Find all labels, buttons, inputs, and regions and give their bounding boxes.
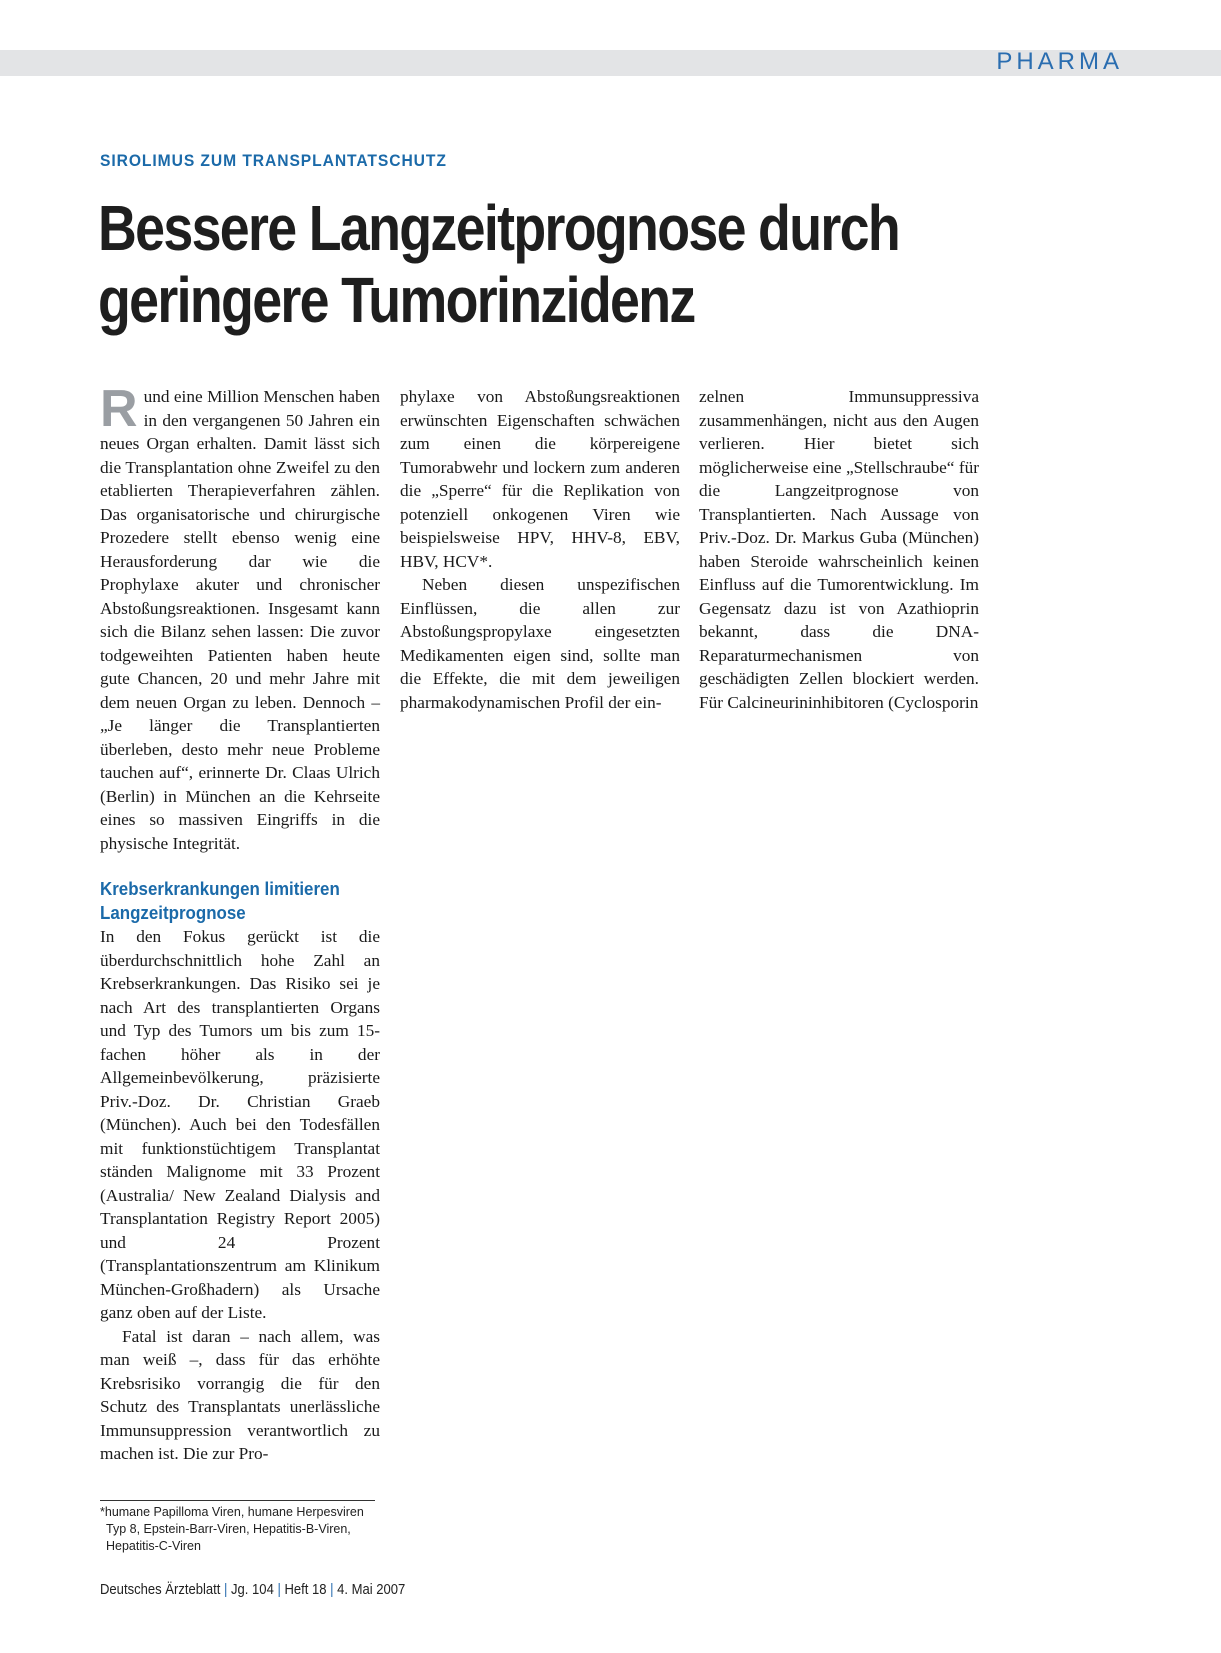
footer-journal: Deutsches Ärzteblatt — [100, 1582, 221, 1598]
paragraph-intro-text: und eine Million Menschen haben in den vergangenen 50 Jahren ein neues Organ erhalten. Damit lässt sich die Transplantation ohne Zweifel zu den etablierten Therapieverfahren zählen. Das organisatorische und chirurgische Prozedere stellt ebenso wenig eine Herausforderung dar wie die Prophylaxe akuter und chronischer Abstoßungsreaktionen. Insgesamt kann sich die Bilanz sehen lassen: Die zuvor todgeweihten Patienten haben heute gute Chancen, 20 und mehr Jahre mit dem neuen Organ zu leben. Dennoch – „Je länger die Transplantierten überleben, desto mehr neue Probleme tauchen auf“, erinnerte Dr. Claas Ulrich (Berlin) in München an die Kehrseite eines so massiven Eingriffs in die physische Integrität. — [100, 387, 380, 853]
footnote-line-2: Typ 8, Epstein-Barr-Viren, Hepatitis-B-Viren, Hepatitis-C-Viren — [106, 1522, 351, 1553]
footnote-line-1: *humane Papilloma Viren, humane Herpesviren — [100, 1505, 364, 1519]
paragraph-4-cont: zelnen Immunsuppressiva zusammenhängen, nicht aus den Augen verlieren. Hier bietet sich möglicherweise eine „Stellschraube“ für die Langzeitprognose von Transplantierten. Nach Aussage von Priv.-Doz. Dr. Markus Guba (München) haben Steroide wahrscheinlich keinen Einfluss auf die Tumorentwicklung. Im Gegensatz dazu ist von Azathioprin bekannt, dass die DNA-Reparaturmechanismen von geschädigten Zellen blockiert werden. Für Calcineurininhibitoren (Cyclosporin — [699, 387, 979, 712]
subheading: Krebserkrankungen limitieren Langzeitprognose — [100, 879, 340, 923]
article-kicker: SIROLIMUS ZUM TRANSPLANTATSCHUTZ — [100, 151, 447, 170]
footnote — [100, 1504, 375, 1555]
page-footer — [100, 1582, 405, 1598]
drop-cap: R — [100, 380, 138, 438]
footer-issue: Heft 18 — [284, 1582, 327, 1598]
headline-line-2: geringere Tumorinzidenz — [98, 264, 695, 336]
footer-volume: Jg. 104 — [231, 1582, 274, 1598]
paragraph-3-cont: phylaxe von Abstoßungsreaktionen erwünschten Eigenschaften schwächen zum einen die körpereigene Tumorabwehr und lockern zum anderen die „Sperre“ für die Replikation von potenziell onkogenen Viren wie beispielsweise HPV, HHV-8, EBV, HBV, HCV*. — [400, 387, 680, 571]
paragraph-3: Fatal ist daran – nach allem, was man weiß –, dass für das erhöhte Krebsrisiko vorrangig die für den Schutz des Transplantats unerlässliche Immunsuppression verantwortlich zu machen ist. Die zur Pro- — [100, 1326, 380, 1463]
footer-separator: | — [277, 1582, 281, 1598]
headline-line-1: Bessere Langzeitprognose durch — [98, 192, 899, 264]
text-column-1 — [100, 380, 380, 1466]
footer-separator: | — [224, 1582, 228, 1598]
paragraph-4: Neben diesen unspezifischen Einflüssen, die allen zur Abstoßungspropylaxe eingesetzten Medikamenten eigen sind, sollte man die Effekte, die mit dem jeweiligen pharmakodynamischen Profil der ein- — [400, 575, 680, 712]
paragraph-intro — [100, 380, 380, 855]
text-column-3 — [699, 385, 979, 714]
text-column-2 — [400, 385, 680, 714]
footer-date: 4. Mai 2007 — [337, 1582, 406, 1598]
footnote-rule — [100, 1500, 375, 1501]
article-headline — [98, 192, 899, 336]
section-label: PHARMA — [996, 48, 1123, 75]
footer-separator: | — [330, 1582, 334, 1598]
paragraph-2: In den Fokus gerückt ist die überdurchschnittlich hohe Zahl an Krebserkrankungen. Das Risiko sei je nach Art des transplantierten Organs und Typ des Tumors um bis zum 15-fachen höher als in der Allgemeinbevölkerung, präzisierte Priv.-Doz. Dr. Christian Graeb (München). Auch bei den Todesfällen mit funktionstüchtigem Transplantat ständen Malignome mit 33 Prozent (Australia/ New Zealand Dialysis and Transplantation Registry Report 2005) und 24 Prozent (Transplantationszentrum am Klinikum München-Großhadern) als Ursache ganz oben auf der Liste. — [100, 927, 380, 1322]
